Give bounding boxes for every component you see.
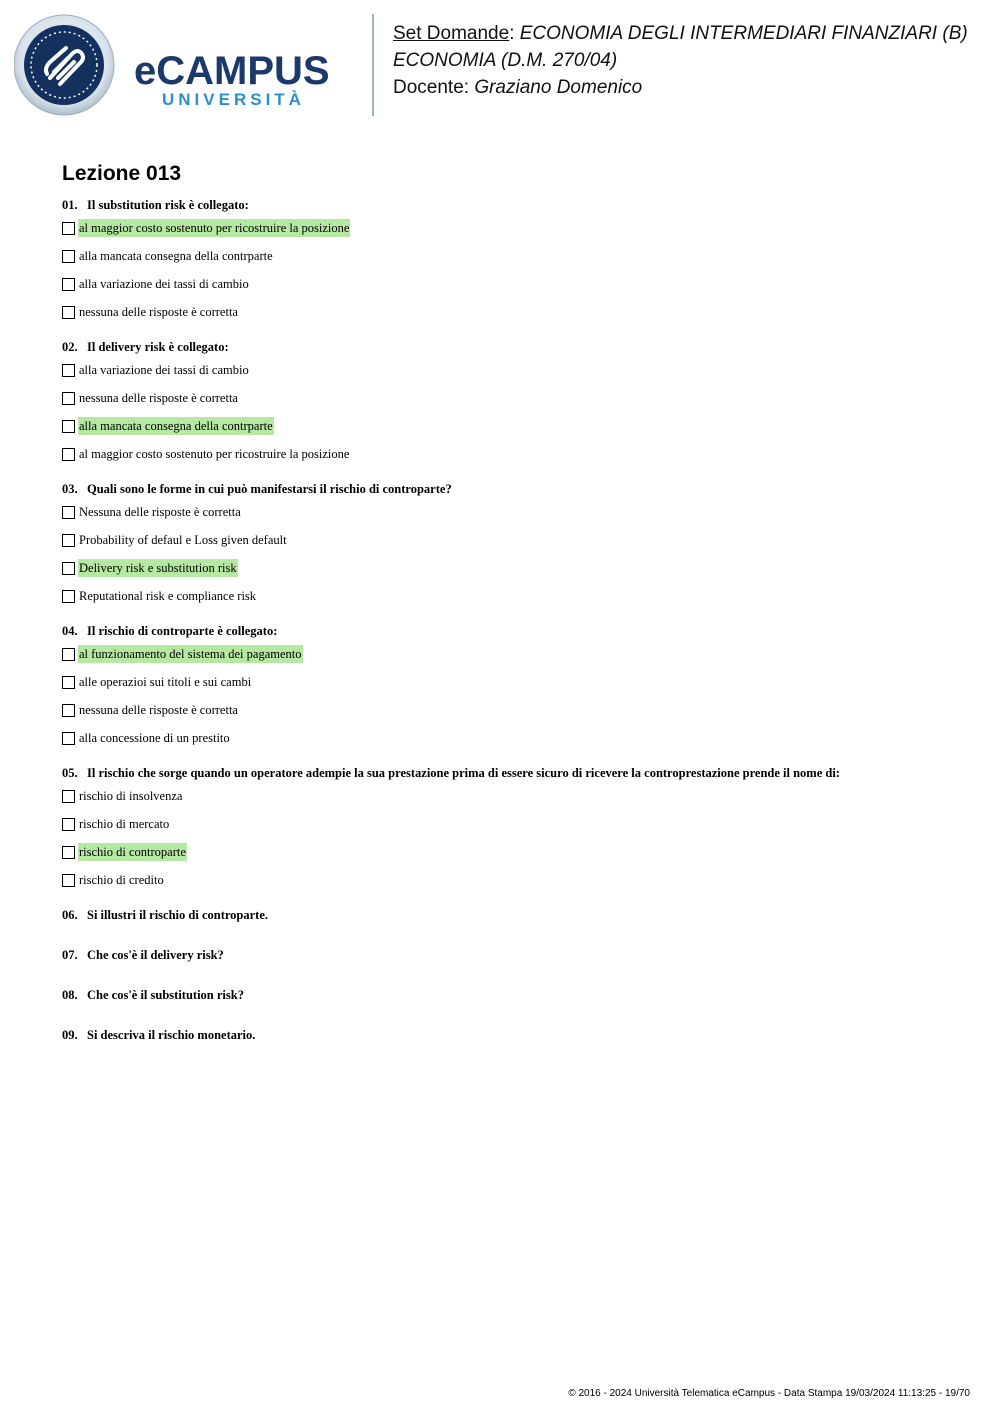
answer-text: Nessuna delle risposte è corretta: [79, 505, 241, 519]
answer-option[interactable]: [62, 298, 962, 326]
answer-option[interactable]: [62, 668, 962, 696]
question-text: 01. Il substitution risk è collegato:: [62, 198, 249, 212]
answer-text: alla mancata consegna della contrparte: [79, 249, 273, 263]
answer-checkbox[interactable]: [62, 704, 75, 717]
answer-checkbox[interactable]: [62, 590, 75, 603]
answer-text: rischio di credito: [79, 873, 164, 887]
answer-text: rischio di mercato: [79, 817, 170, 831]
answer-checkbox[interactable]: [62, 420, 75, 433]
answer-checkbox[interactable]: [62, 506, 75, 519]
question-text: 08. Che cos'è il substitution risk?: [62, 988, 244, 1002]
question: [62, 338, 962, 468]
question-text: 04. Il rischio di controparte è collegato:: [62, 624, 278, 638]
answer-checkbox[interactable]: [62, 364, 75, 377]
answer-checkbox[interactable]: [62, 874, 75, 887]
answer-text: rischio di controparte: [79, 845, 186, 859]
answer-option[interactable]: [62, 270, 962, 298]
set-label: Set Domande: [393, 23, 510, 44]
questions-list: [62, 196, 962, 1066]
answer-text: nessuna delle risposte è corretta: [79, 305, 238, 319]
answer-text: alla mancata consegna della contrparte: [79, 419, 273, 433]
answer-text: al maggior costo sostenuto per ricostruire la posizione: [79, 221, 350, 235]
open-question: [62, 906, 962, 946]
answer-option[interactable]: [62, 356, 962, 384]
answer-checkbox[interactable]: [62, 448, 75, 461]
answer-checkbox[interactable]: [62, 250, 75, 263]
question: [62, 764, 962, 894]
open-question: [62, 986, 962, 1026]
question-text: 09. Si descriva il rischio monetario.: [62, 1028, 256, 1042]
answer-text: Delivery risk e substitution risk: [79, 561, 237, 575]
answer-checkbox[interactable]: [62, 676, 75, 689]
page-footer: © 2016 - 2024 Università Telematica eCampus - Data Stampa 19/03/2024 11:13:25 - 19/70: [568, 1388, 970, 1399]
question-text: 02. Il delivery risk è collegato:: [62, 340, 229, 354]
open-question: [62, 946, 962, 986]
answer-option[interactable]: [62, 582, 962, 610]
answer-text: alla variazione dei tassi di cambio: [79, 363, 249, 377]
answer-checkbox[interactable]: [62, 306, 75, 319]
answer-checkbox[interactable]: [62, 392, 75, 405]
logo-wordmark: eCAMPUS: [134, 49, 330, 93]
answer-option[interactable]: [62, 866, 962, 894]
docente-line: [393, 74, 993, 101]
answer-checkbox[interactable]: [62, 534, 75, 547]
answer-checkbox[interactable]: [62, 790, 75, 803]
question-text: 03. Quali sono le forme in cui può manifestarsi il rischio di controparte?: [62, 482, 452, 496]
header-divider: [372, 14, 374, 116]
answer-text: al funzionamento del sistema dei pagamento: [79, 647, 302, 661]
lesson-title: Lezione 013: [62, 162, 182, 185]
answer-option[interactable]: [62, 810, 962, 838]
header-info: [393, 20, 993, 101]
set-title-line1: Set Domande: ECONOMIA DEGLI INTERMEDIARI FINANZIARI (B): [393, 23, 968, 44]
answer-text: alla variazione dei tassi di cambio: [79, 277, 249, 291]
answer-option[interactable]: [62, 498, 962, 526]
question-text: 05. Il rischio che sorge quando un operatore adempie la sua prestazione prima di essere sicuro di ricevere la controprestazione prende il nome di:: [62, 766, 840, 780]
answer-text: Probability of defaul e Loss given default: [79, 533, 287, 547]
ecampus-logo: [14, 14, 359, 118]
answer-option[interactable]: [62, 384, 962, 412]
question-text: 06. Si illustri il rischio di controparte.: [62, 908, 269, 922]
question: [62, 480, 962, 610]
question: [62, 196, 962, 326]
answer-option[interactable]: [62, 554, 962, 582]
answer-option[interactable]: [62, 838, 962, 866]
answer-checkbox[interactable]: [62, 222, 75, 235]
answer-text: Reputational risk e compliance risk: [79, 589, 257, 603]
answer-text: nessuna delle risposte è corretta: [79, 703, 238, 717]
answer-option[interactable]: [62, 526, 962, 554]
answer-text: alla concessione di un prestito: [79, 731, 230, 745]
question: [62, 622, 962, 752]
logo-emblem-icon: [14, 15, 114, 115]
docente-label: Docente:: [393, 77, 470, 98]
answer-checkbox[interactable]: [62, 278, 75, 291]
answer-option[interactable]: [62, 640, 962, 668]
course-title: ECONOMIA DEGLI INTERMEDIARI FINANZIARI (B): [519, 23, 968, 44]
answer-checkbox[interactable]: [62, 648, 75, 661]
docente-name: Graziano Domenico: [474, 77, 643, 98]
answer-option[interactable]: [62, 440, 962, 468]
answer-checkbox[interactable]: [62, 732, 75, 745]
answer-option[interactable]: [62, 782, 962, 810]
answer-checkbox[interactable]: [62, 818, 75, 831]
answer-option[interactable]: [62, 412, 962, 440]
answer-option[interactable]: [62, 214, 962, 242]
answer-text: al maggior costo sostenuto per ricostruire la posizione: [79, 447, 350, 461]
answer-text: alle operazioi sui titoli e sui cambi: [79, 675, 252, 689]
answer-text: rischio di insolvenza: [79, 789, 183, 803]
answer-option[interactable]: [62, 696, 962, 724]
open-question: [62, 1026, 962, 1066]
answer-option[interactable]: [62, 242, 962, 270]
answer-checkbox[interactable]: [62, 562, 75, 575]
course-subtitle: ECONOMIA (D.M. 270/04): [393, 50, 618, 71]
answer-text: nessuna delle risposte è corretta: [79, 391, 238, 405]
logo-subtitle: UNIVERSITÀ: [162, 90, 305, 109]
answer-checkbox[interactable]: [62, 846, 75, 859]
answer-option[interactable]: [62, 724, 962, 752]
question-text: 07. Che cos'è il delivery risk?: [62, 948, 224, 962]
